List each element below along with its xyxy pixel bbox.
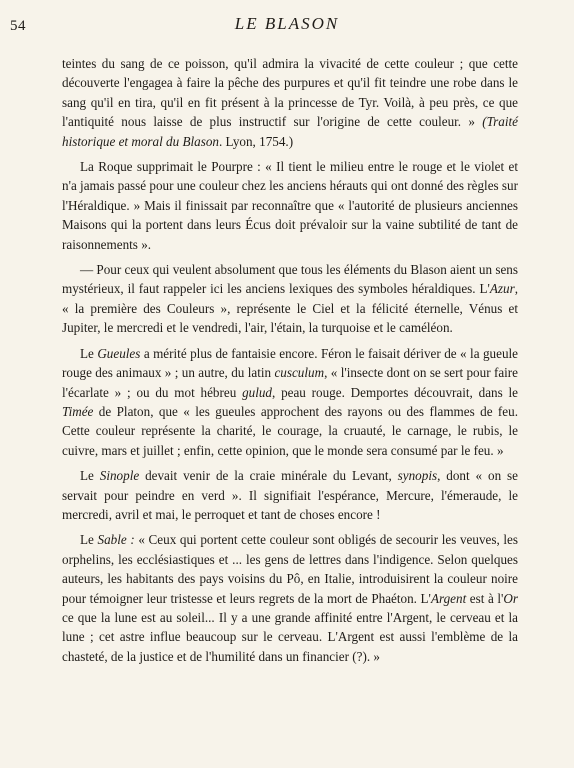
page-header (0, 14, 574, 38)
text-run: « Ceux qui portent cette couleur sont obligés de secourir les veuves, les orphelins, les ecclésiastiques et ... les gens de lettres dans l'indigence. Selon quelques auteurs, les habitants des pays voisins du Pô, en Italie, introduisirent la couleur noire pour témoigner leur tristesse et leurs regrets de la mort de Phaéton. L' (62, 532, 518, 606)
text-run: La Roque supprimait le Pourpre : « Il tient le milieu entre le rouge et le violet et n'a jamais passé pour une couleur chez les anciens hérauts qui ont donné des règles sur l'Héraldique. » Mais il finissait par reconnaître que « l'autorité de plusieurs anciennes Maisons qui la portent dans leurs Écus doit prévaloir sur la vaine subtilité de tant de raisonnements ». (62, 159, 518, 252)
paragraph (62, 54, 518, 151)
italic-text: Timée (62, 403, 94, 419)
text-run: devait venir de la craie minérale du Levant, (139, 468, 398, 484)
paragraph (62, 466, 518, 524)
italic-text: Argent (430, 590, 467, 606)
paragraph (62, 530, 518, 666)
italic-text: Or (503, 590, 519, 606)
paragraph (62, 260, 518, 338)
italic-text: Sinople (99, 468, 140, 484)
text-run: de Platon, que « les gueules approchent des rayons ou des flammes de feu. Cette couleur représente la charité, le courage, la cruauté, le carnage, le rubis, le cuivre, mars et juillet ; enfin, cette opinion, que le monde sera consumé par le feu. » (62, 403, 518, 458)
text-run: ce que la lune est au soleil... Il y a une grande affinité entre l'Argent, le cerveau et la lune ; cet astre influe beaucoup sur le cerveau. L'Argent est aussi l'emblème de la chasteté, de la justice et de l'humilité dans un financier (?). » (62, 609, 518, 664)
italic-text: synopis (397, 468, 438, 484)
text-run: — Pour ceux qui veulent absolument que tous les éléments du Blason aient un sens mystérieux, il faut rappeler ici les anciens lexiques des symboles héraldiques. L' (62, 262, 518, 297)
text-run: , « l'insecte dont on se sert pour faire l'écarlate » ; ou du mot hébreu (62, 365, 519, 400)
text-run: teintes du sang de ce poisson, qu'il admira la vivacité de cette couleur ; que cette découverte l'engagea à faire la pêche des purpures et qu'il fit teindre une robe dans le sang qu'il en tira, qu'il en fit présent à la princesse de Tyr. Voilà, à peu près, ce que l'antiquité nous laisse de plus instructif sur l'origine de cette couleur. » (62, 56, 518, 130)
page-number: 54 (10, 18, 26, 34)
text-run: a mérité plus de fantaisie encore. Féron le faisait dériver de « la gueule rouge des animaux » ; un autre, du latin (62, 345, 518, 381)
text-run: . Lyon, 1754.) (218, 133, 294, 149)
body-text (62, 54, 518, 666)
italic-text: Azur (489, 281, 515, 297)
text-run: , « la première des Couleurs », représente le Ciel et la félicité éternelle, Vénus et Jupiter, le mercredi et le vendredi, l'air, l'étain, la turquoise et le caméléon. (62, 281, 518, 336)
text-run: est à l' (466, 590, 504, 606)
italic-text: (Traité historique et moral du Blason (62, 114, 518, 149)
text-run: Le (80, 532, 98, 548)
paragraph (62, 157, 518, 254)
paragraph (62, 344, 518, 460)
text-run: Le (80, 468, 100, 484)
running-title: LE BLASON (234, 14, 340, 33)
text-run: , peau rouge. Demportes découvrait, dans le (272, 384, 518, 400)
italic-text: cusculum (274, 365, 325, 381)
italic-text: gulud (242, 384, 272, 400)
text-run: Le (80, 345, 98, 361)
text-run: , dont « on se servait pour peindre en verd ». Il signifiait l'espérance, Mercure, l'émeraude, le mercredi, avril et mai, le perroquet et tant de choses encore ! (62, 468, 518, 522)
italic-text: Gueules (97, 345, 141, 361)
italic-text: Sable : (97, 532, 135, 548)
